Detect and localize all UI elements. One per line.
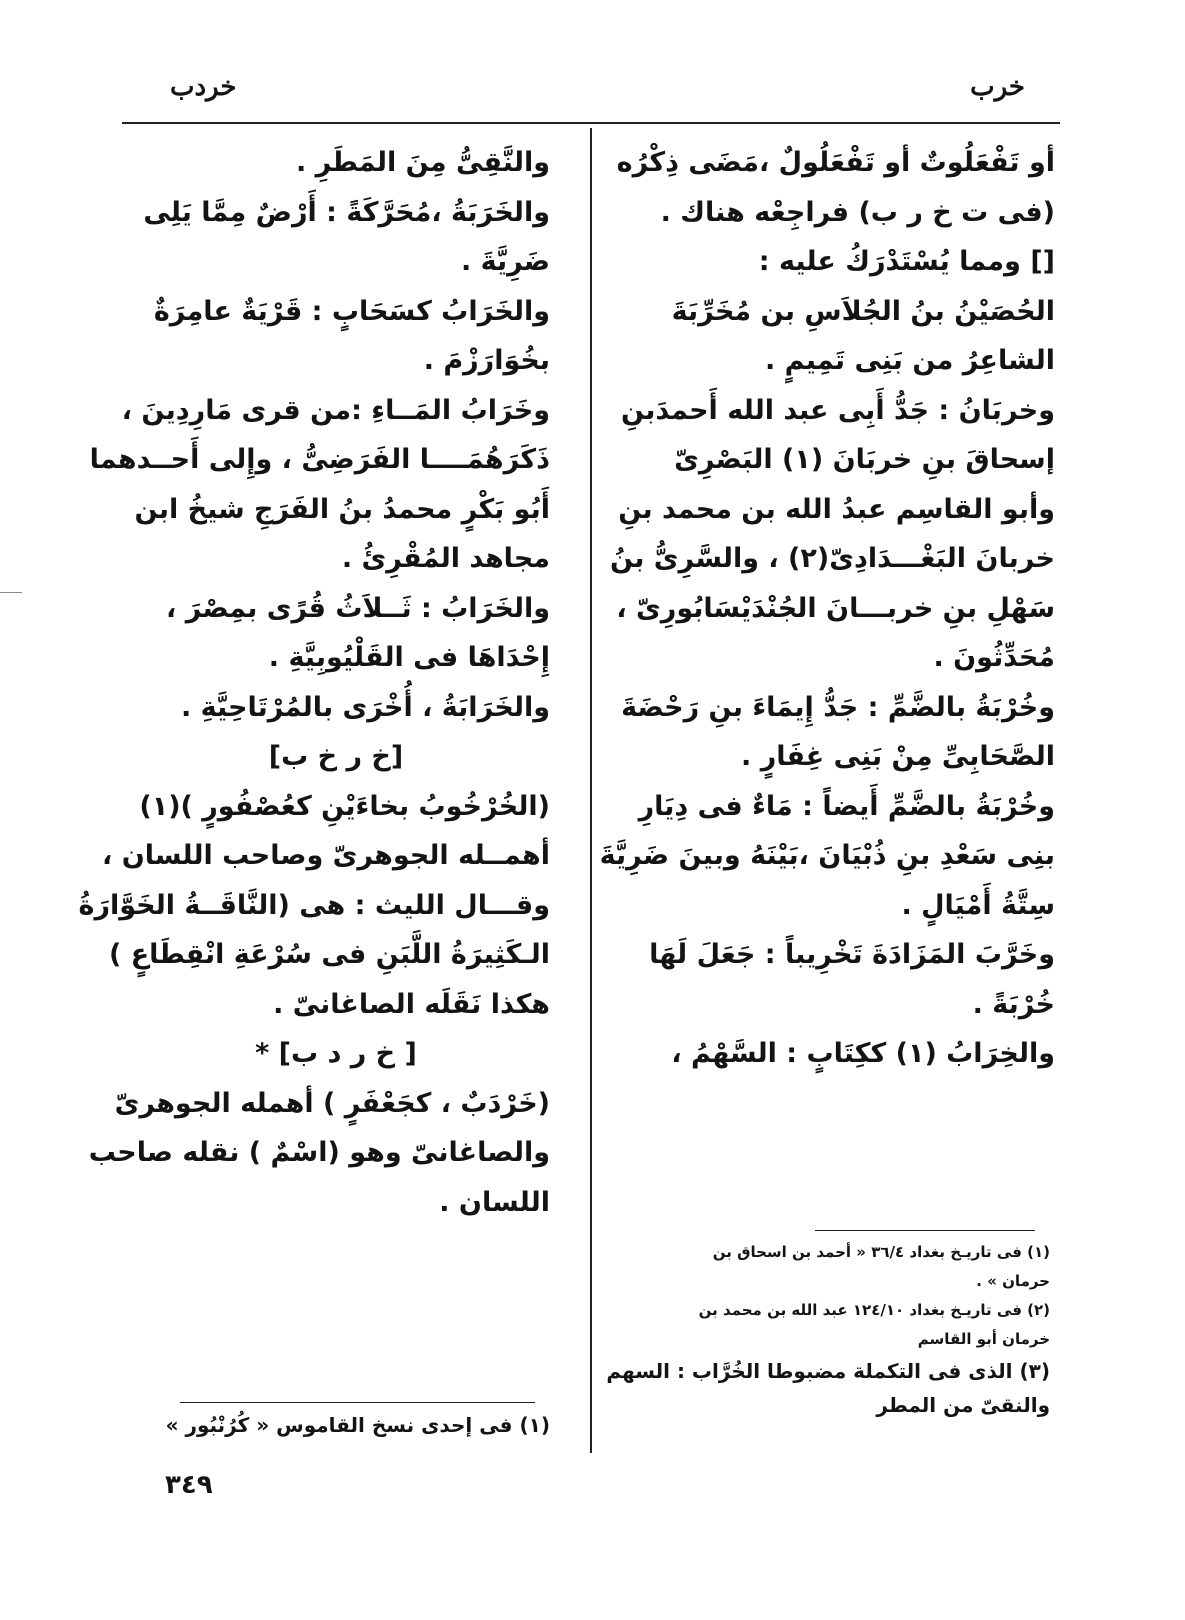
text-line: ضَرِيَّةَ . [460,246,550,277]
text-line: الحُصَيْنُ بنُ الجُلاَسِ بن مُخَرِّبَةَ [671,295,1055,327]
text-line: خُرْبَةً . [972,988,1055,1020]
text-line: وأبو القاسِم عبدُ الله بن محمد بنِ [618,493,1055,525]
text-line: هكذا نَقَلَه الصاغانىّ . [273,988,550,1020]
text-line: إسحاقَ بنِ خربَانَ (١) البَصْرِىّ [674,444,1055,475]
text-line: اللسان . [439,1186,550,1218]
text-line: والصاغانىّ وهو (اسْمٌ ) نقله صاحب [88,1137,550,1168]
text-line: إِحْدَاهَا فى القَلْيُوبِيَّةِ . [268,642,550,673]
text-line: أَبُو بَكْرٍ محمدُ بنُ الفَرَجِ شيخُ ابن [134,493,550,525]
footnote-rule-left [180,1402,535,1403]
scan-edge-mark [0,592,22,593]
text-line: ذَكَرَهُمَــــا الفَرَضِىُّ ، وإِلى أَحــدهما [89,444,550,475]
footnote-line: (١) فى تاريـخ بغداد ٣٦/٤ « أحمد بن اسحاق بن [712,1243,1050,1261]
right-column [599,138,1055,1079]
footnote-rule-right [815,1230,1035,1231]
column-divider [590,128,592,1453]
text-line: أهمــله الجوهرىّ وصاحب اللسان ، [102,840,550,871]
text-line: بخُوَارَزْمَ . [423,345,550,376]
text-line: (فى ت خ ر ب) فراجِعْه هناك . [660,196,1055,228]
text-line: وخُرْبَةُ بالضَّمِّ أَيضاً : مَاءٌ فى دِيَارِ [638,790,1055,822]
text-line: وخُرْبَةُ بالضَّمِّ : جَدُّ إِيمَاءَ بنِ رَحْضَةَ [621,691,1055,723]
text-line: والخَرَابُ : ثَــلاَثُ قُرًى بمِصْرَ ، [166,592,550,624]
header-rule [122,122,1060,124]
text-line: سَهْلِ بنِ خربـــانَ الجُنْدَيْسَابُورِىّ ، [616,592,1055,624]
footnote-line: خرمان أبو القاسم [917,1330,1050,1348]
text-line: والخَرَابَةُ ، أُخْرَى بالمُرْتَاحِيَّةِ . [180,691,550,723]
text-line: مجاهد المُقْرِئُ . [341,543,550,574]
text-line: والنَّقِىُّ مِنَ المَطَرِ . [295,147,550,178]
text-line: مُحَدِّثُونَ . [933,642,1055,673]
footnote-line: (١) فى إحدى نسخ القاموس « كُرُنْبُور » [165,1413,550,1437]
footnotes-right [606,1238,1050,1422]
entry-heading: [ خ ر د ب] * [255,1038,417,1069]
running-head-left: خردب [170,72,237,102]
text-line: وقـــال الليث : هى (النَّاقَــةُ الخَوَّارَةُ [78,889,550,921]
text-line: والخِرَابُ (١) ككِتَابٍ : السَّهْمُ ، [671,1038,1055,1069]
text-line: وخربَانُ : جَدُّ أَبِى عبد الله أَحمدَبنِ [620,394,1055,426]
text-line: (خَرْدَبٌ ، كجَعْفَرٍ ) أهمله الجوهرىّ [114,1087,550,1119]
running-head-right: خرب [970,72,1025,102]
footnote-line: (٢) فى تاريـخ بغداد ١٢٤/١٠ عبد الله بن محمد بن [698,1301,1050,1319]
footnote-line: والنقىّ من المطر [876,1393,1050,1417]
footnotes-left [165,1408,550,1442]
text-line: أو تَفْعَلُوتٌ أو تَفْعَلُولٌ ،مَضَى ذِكْرُه [616,147,1055,178]
footnote-line: حرمان » . [976,1272,1050,1290]
text-line: والخَرَابُ كسَحَابٍ : قَرْيَةٌ عامِرَةٌ [153,295,550,327]
entry-heading: [خ ر خ ب] [268,741,404,772]
text-line: بنِى سَعْدِ بنِ ذُبْيَانَ ،بَيْنَهُ وبينَ ضَرِيَّةَ [599,840,1055,871]
text-line: الصَّحَابِىِّ مِنْ بَنِى غِفَارٍ . [741,741,1055,772]
page-number: ٣٤٩ [165,1470,213,1500]
text-line: الشاعِرُ من بَنِى تَمِيمٍ . [764,345,1055,376]
text-line: (الخُرْخُوبُ بخاءَيْنِ كعُصْفُورٍ )(١) [139,790,550,822]
text-line: وخَرَّبَ المَزَادَةَ تَخْرِيباً : جَعَلَ لَهَا [649,939,1055,970]
text-line: والخَرَبَةُ ،مُحَرَّكَةً : أَرْضٌ مِمَّا يَلِى [143,196,550,228]
text-line: الـكَثِيرَةُ اللَّبَنِ فى سُرْعَةِ انْقِطَاعٍ ) [108,939,550,970]
text-line: سِتَّةُ أَمْيَالٍ . [901,889,1055,921]
footnote-line: (٣) الذى فى التكملة مضبوطا الخُرَّاب : السهم [606,1359,1050,1383]
text-line: وخَرَابُ المَــاءِ :من قرى مَارِدِينَ ، [121,394,550,426]
text-line: [] ومما يُسْتَدْرَكُ عليه : [758,246,1055,277]
text-line: خربانَ البَغْـــدَادِىّ(٢) ، والسَّرِىُّ بنُ [609,543,1055,574]
left-column [78,138,550,1227]
